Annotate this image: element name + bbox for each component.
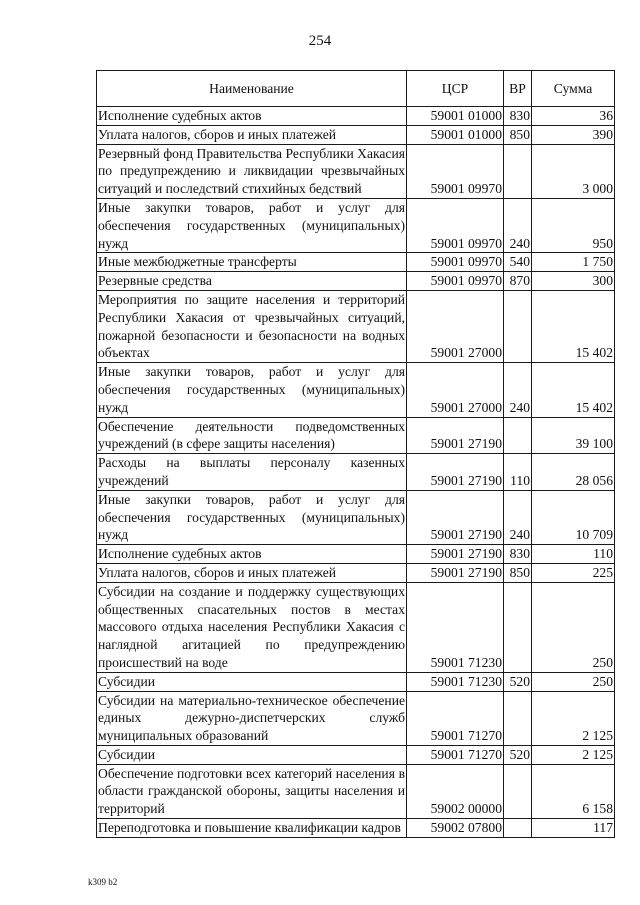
cell-csr: 59001 71230 — [407, 582, 504, 672]
cell-sum: 2 125 — [532, 691, 615, 745]
cell-vr — [504, 144, 532, 198]
table-header-row — [97, 71, 615, 107]
cell-sum: 15 402 — [532, 290, 615, 362]
table-row — [97, 563, 615, 582]
cell-sum: 250 — [532, 672, 615, 691]
cell-name: Субсидии — [97, 745, 407, 764]
cell-vr: 830 — [504, 545, 532, 564]
cell-name: Резервные средства — [97, 272, 407, 291]
cell-name: Резервный фонд Правительства Республики Хакасия по предупреждению и ликвидации чрезвычайных ситуаций и последствий стихийных бедствий — [97, 144, 407, 198]
cell-name: Расходы на выплаты персоналу казенных учреждений — [97, 454, 407, 491]
cell-sum: 39 100 — [532, 417, 615, 454]
cell-csr: 59001 27190 — [407, 545, 504, 564]
cell-name: Уплата налогов, сборов и иных платежей — [97, 563, 407, 582]
cell-vr: 240 — [504, 490, 532, 544]
table-row — [97, 272, 615, 291]
cell-name: Обеспечение деятельности подведомственных учреждений (в сфере защиты населения) — [97, 417, 407, 454]
cell-sum: 1 750 — [532, 253, 615, 272]
cell-vr: 540 — [504, 253, 532, 272]
table-row — [97, 107, 615, 126]
table-row — [97, 745, 615, 764]
cell-csr: 59001 27000 — [407, 363, 504, 417]
cell-name: Иные межбюджетные трансферты — [97, 253, 407, 272]
cell-vr: 520 — [504, 672, 532, 691]
header-sum: Сумма — [532, 71, 615, 107]
table-row — [97, 253, 615, 272]
table-row — [97, 764, 615, 818]
cell-name: Исполнение судебных актов — [97, 107, 407, 126]
cell-vr — [504, 582, 532, 672]
table-row — [97, 691, 615, 745]
table-row — [97, 417, 615, 454]
table-row — [97, 454, 615, 491]
table-body — [97, 107, 615, 838]
cell-vr: 240 — [504, 363, 532, 417]
cell-vr — [504, 819, 532, 838]
footer-code: k309 b2 — [88, 877, 118, 887]
cell-sum: 950 — [532, 198, 615, 252]
cell-sum: 28 056 — [532, 454, 615, 491]
cell-vr: 110 — [504, 454, 532, 491]
cell-sum: 300 — [532, 272, 615, 291]
cell-csr: 59001 27190 — [407, 417, 504, 454]
cell-csr: 59001 71230 — [407, 672, 504, 691]
cell-name: Переподготовка и повышение квалификации кадров — [97, 819, 407, 838]
table-row — [97, 363, 615, 417]
cell-vr: 830 — [504, 107, 532, 126]
cell-csr: 59001 27000 — [407, 290, 504, 362]
cell-vr: 850 — [504, 563, 532, 582]
table-row — [97, 125, 615, 144]
page-number: 254 — [308, 33, 332, 49]
cell-vr — [504, 417, 532, 454]
cell-csr: 59001 09970 — [407, 198, 504, 252]
cell-csr: 59002 07800 — [407, 819, 504, 838]
cell-sum: 110 — [532, 545, 615, 564]
cell-vr — [504, 764, 532, 818]
cell-sum: 15 402 — [532, 363, 615, 417]
header-csr: ЦСР — [407, 71, 504, 107]
cell-vr: 240 — [504, 198, 532, 252]
cell-name: Иные закупки товаров, работ и услуг для обеспечения государственных (муниципальных) нужд — [97, 198, 407, 252]
cell-name: Обеспечение подготовки всех категорий населения в области гражданской обороны, защиты населения и территорий — [97, 764, 407, 818]
table-row — [97, 490, 615, 544]
cell-name: Субсидии на материально-техническое обеспечение единых дежурно-диспетчерских служб муниципальных образований — [97, 691, 407, 745]
table-row — [97, 144, 615, 198]
cell-sum: 3 000 — [532, 144, 615, 198]
cell-csr: 59001 09970 — [407, 272, 504, 291]
cell-sum: 36 — [532, 107, 615, 126]
cell-csr: 59001 27190 — [407, 563, 504, 582]
table-row — [97, 672, 615, 691]
cell-sum: 2 125 — [532, 745, 615, 764]
cell-name: Исполнение судебных актов — [97, 545, 407, 564]
cell-vr: 870 — [504, 272, 532, 291]
table-row — [97, 582, 615, 672]
cell-csr: 59001 27190 — [407, 454, 504, 491]
cell-name: Субсидии на создание и поддержку существующих общественных спасательных постов в местах массового отдыха населения Республики Хакасия с наглядной агитацией по предупреждению происшествий на воде — [97, 582, 407, 672]
budget-table — [96, 70, 615, 838]
cell-csr: 59001 71270 — [407, 691, 504, 745]
table-row — [97, 290, 615, 362]
cell-csr: 59001 71270 — [407, 745, 504, 764]
cell-vr: 520 — [504, 745, 532, 764]
cell-sum: 117 — [532, 819, 615, 838]
cell-vr — [504, 290, 532, 362]
cell-csr: 59001 01000 — [407, 125, 504, 144]
cell-name: Мероприятия по защите населения и территорий Республики Хакасия от чрезвычайных ситуаций, пожарной безопасности и безопасности на водных объектах — [97, 290, 407, 362]
cell-vr: 850 — [504, 125, 532, 144]
header-name: Наименование — [97, 71, 407, 107]
table-row — [97, 545, 615, 564]
header-vr: ВР — [504, 71, 532, 107]
cell-sum: 225 — [532, 563, 615, 582]
cell-csr: 59001 09970 — [407, 144, 504, 198]
cell-sum: 6 158 — [532, 764, 615, 818]
cell-sum: 10 709 — [532, 490, 615, 544]
cell-vr — [504, 691, 532, 745]
cell-sum: 250 — [532, 582, 615, 672]
cell-csr: 59002 00000 — [407, 764, 504, 818]
cell-csr: 59001 27190 — [407, 490, 504, 544]
cell-sum: 390 — [532, 125, 615, 144]
cell-name: Иные закупки товаров, работ и услуг для обеспечения государственных (муниципальных) нужд — [97, 363, 407, 417]
cell-csr: 59001 09970 — [407, 253, 504, 272]
cell-name: Субсидии — [97, 672, 407, 691]
table-row — [97, 198, 615, 252]
cell-name: Уплата налогов, сборов и иных платежей — [97, 125, 407, 144]
cell-name: Иные закупки товаров, работ и услуг для обеспечения государственных (муниципальных) нужд — [97, 490, 407, 544]
table-row — [97, 819, 615, 838]
cell-csr: 59001 01000 — [407, 107, 504, 126]
